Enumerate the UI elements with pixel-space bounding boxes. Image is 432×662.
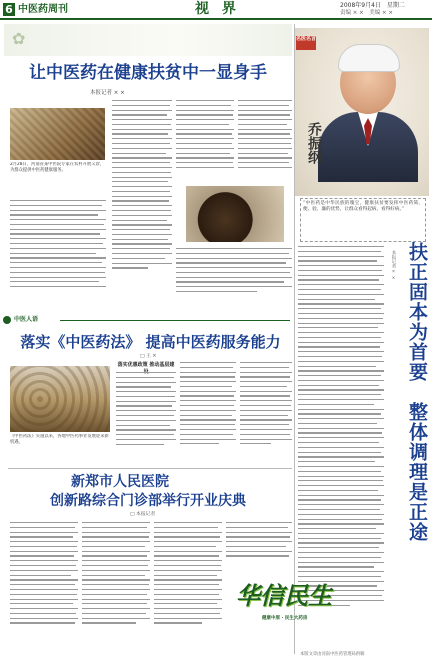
column-divider [294,24,295,654]
section2-rule [60,320,290,321]
header-rule [0,18,432,20]
article1-headline: 让中医药在健康扶贫中一显身手 [29,63,267,83]
article3-body-col1 [10,522,78,652]
article1-body-col2b [176,248,292,308]
paper-name: 中医药周刊 [18,4,68,15]
section-bullet-icon [3,316,11,324]
article1-body-col1 [112,100,172,308]
doctor-calligraphy-name: 乔振纲 [306,122,322,164]
article3-body-col4 [226,522,292,572]
article3-headline-line2: 创新路综合门诊部举行开业庆典 [50,493,246,509]
article1-byline: 本报记者 × × [90,90,125,96]
logo-subtitle: 健康中原 · 民生大药房 [262,616,308,621]
page-footer: 本版文章由河南中医药管理局供稿 [300,652,365,657]
section2-photo-texture [10,366,110,432]
editor-credit: 责编 × × 美编 × × [340,10,393,16]
article1-photo-caption: 2月28日，河南省某中医院专家在农村开展义诊，为群众提供中医药健康服务。 [10,162,105,173]
section2-headline: 落实《中医药法》 提高中医药服务能力 [20,333,281,351]
section2-photo-caption: 《中医药法》实施以来，各地中医药事业发展迎来新机遇。 [10,434,109,445]
article3-body-col2 [82,522,150,652]
famous-doctor-tag: 名医名言 [296,36,316,50]
article3-body-col3 [154,522,222,652]
article3-author: □ 本报记者 [130,512,156,517]
ornament-icon: ✿ [12,29,26,48]
article1-body-col0 [10,200,106,308]
section2-body-col3 [240,362,292,464]
section2-subhead: 落实优惠政策 推动基层建 [117,362,175,368]
logo-wordmark: 华信民生 [236,581,332,610]
section2-author: □ 王 × [140,354,157,359]
article3-headline-line1: 新郑市人民医院 [71,474,169,490]
section-title: 视 界 [195,1,240,17]
section2-body-col2 [180,362,236,464]
issue-date: 2008年9月4日 星期二 [340,2,405,9]
sidebar-headline: 扶正固本为首要 整体调理是正途 [406,242,428,542]
article1-photo-texture [10,108,105,160]
section2-label: 中医人语 [14,316,39,323]
section2-body-col1 [116,372,176,464]
page-number: 6 [3,3,15,16]
doctor-quote: “中医药是中华民族的瑰宝，健康扶贫要发挥中医药简、便、验、廉的优势，让群众看得起病、看得好病。” [300,198,426,242]
article1-body-col2 [176,100,234,184]
portrait-hair [338,44,400,72]
article3-rule [8,468,292,469]
herbs-photo [186,186,284,242]
article1-body-col3 [238,100,292,184]
sidebar-byline: 本报记者 × × [391,250,396,281]
title-band [4,24,292,56]
